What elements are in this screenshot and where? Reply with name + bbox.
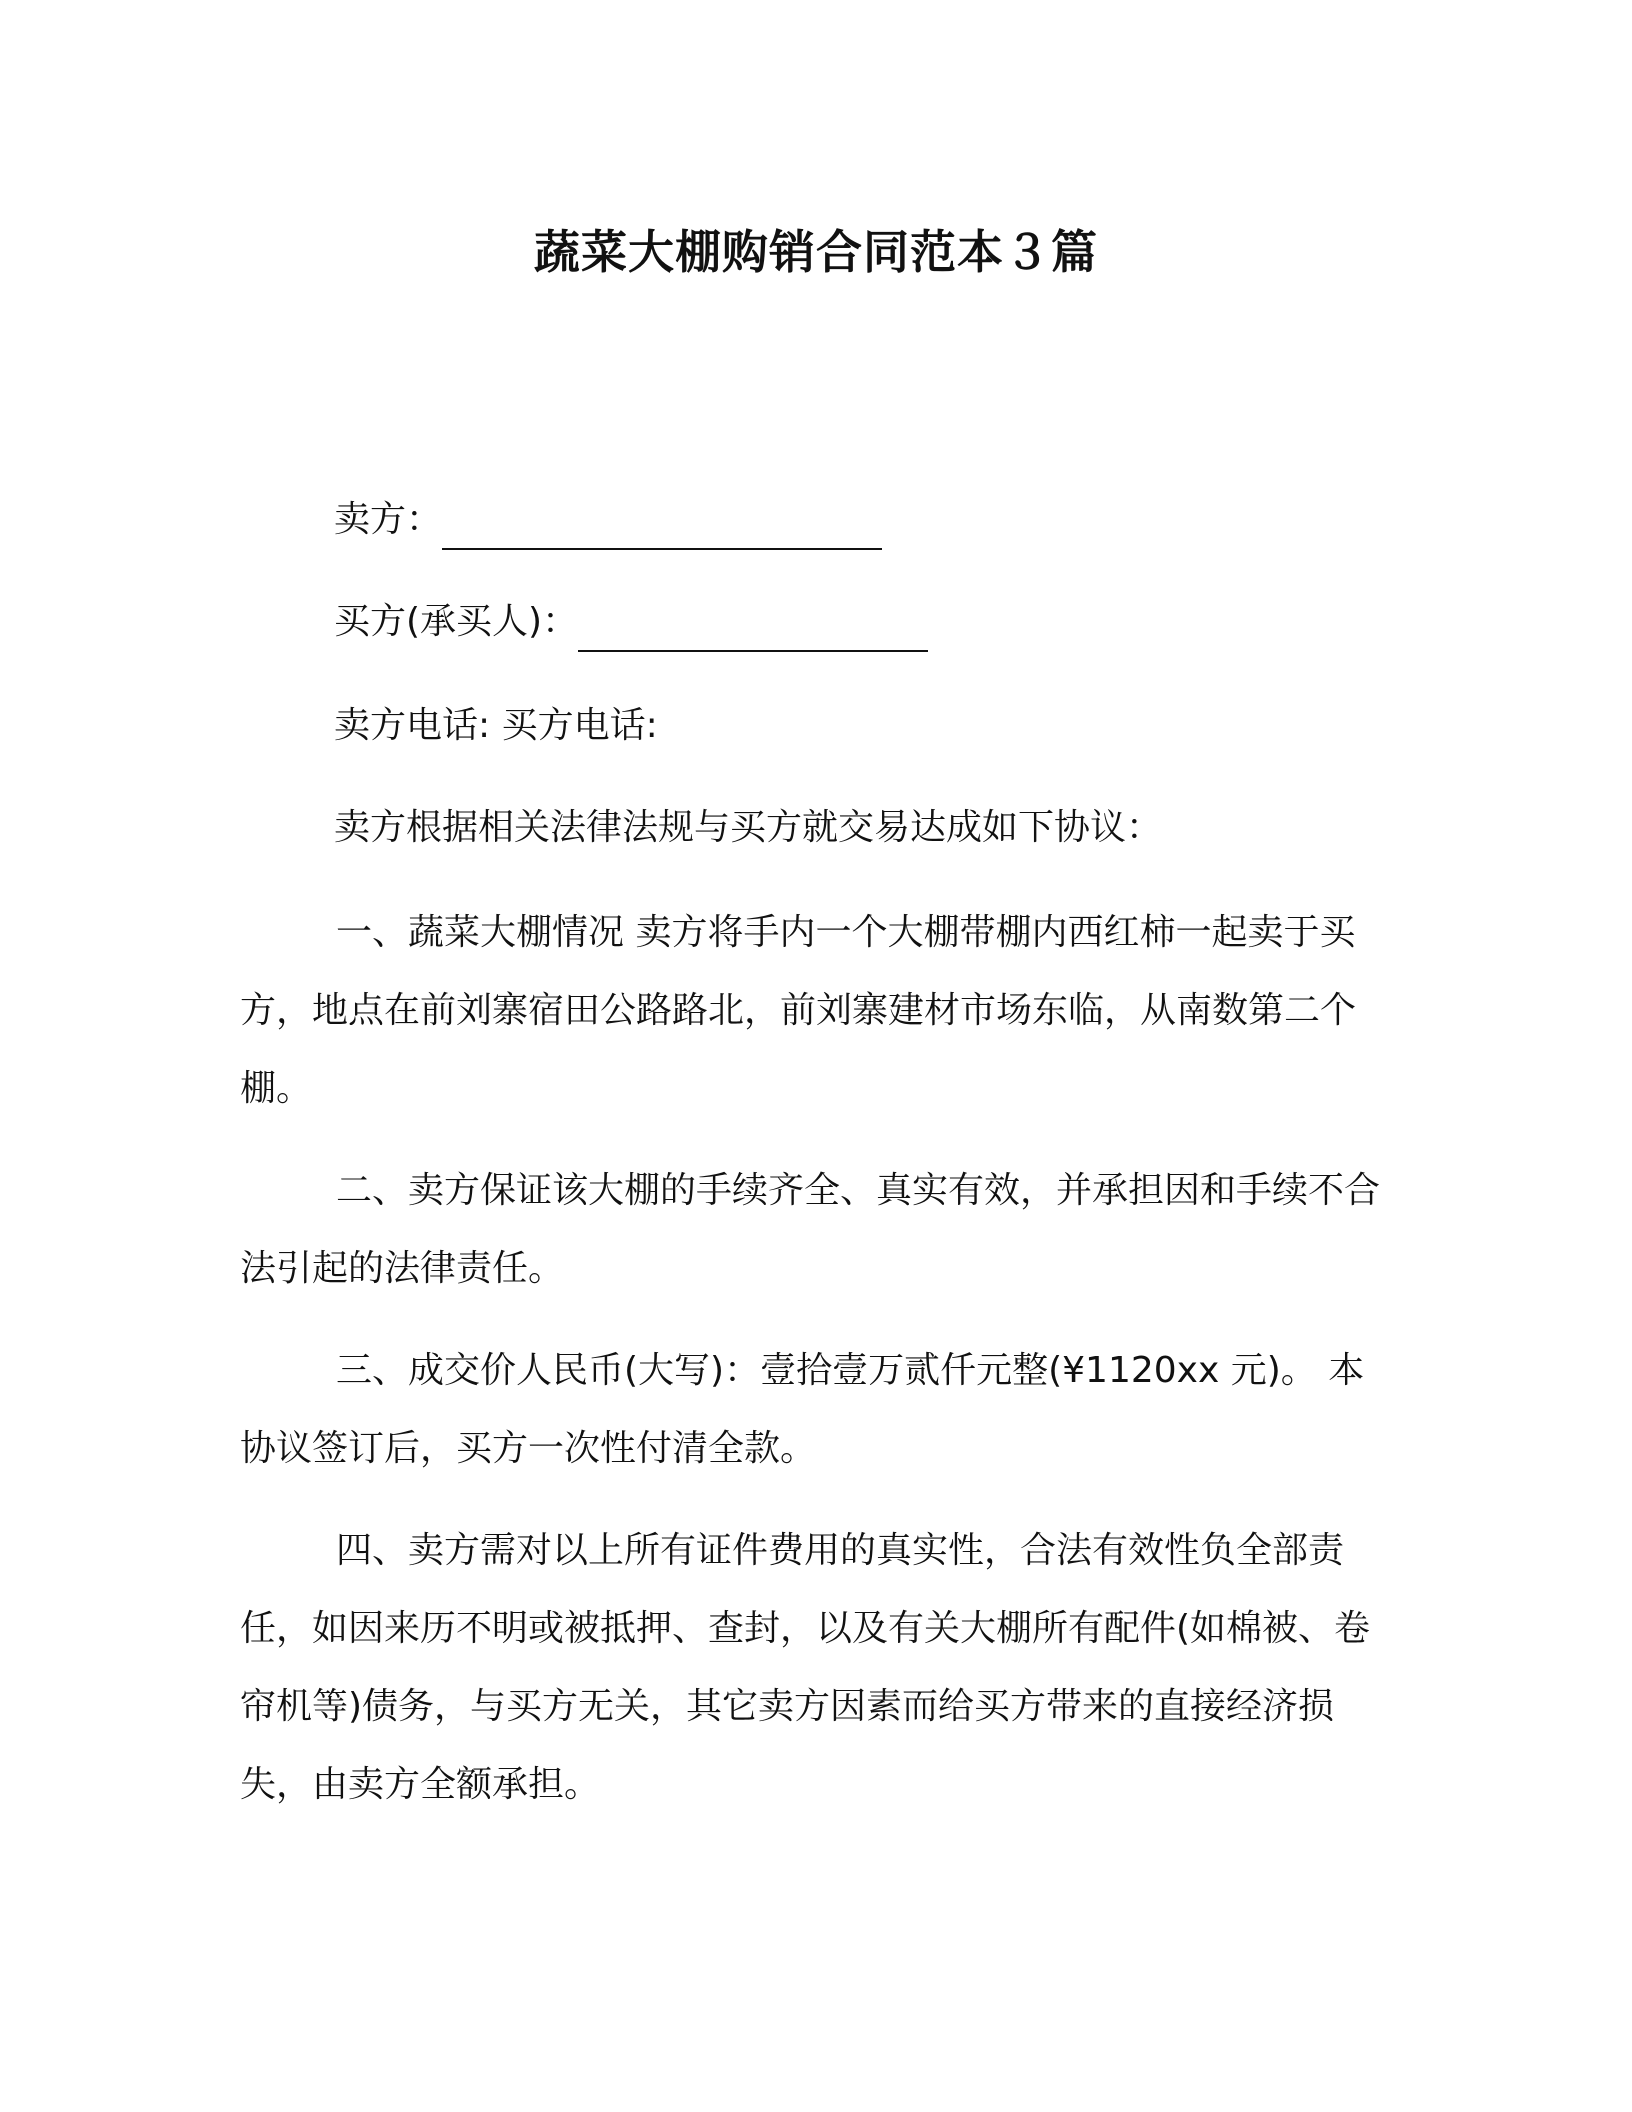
clause-2-text: 二、卖方保证该大棚的手续齐全、真实有效，并承担因和手续不合法引起的法律责任。 [240,1170,1381,1289]
seller-blank-line [442,508,882,550]
clause-4-text: 四、卖方需对以上所有证件费用的真实性，合法有效性负全部责任，如因来历不明或被抵押、查封，以及有关大棚所有配件(如棉被、卷帘机等)债务，与买方无关，其它卖方因素而给买方带来的直接经济损失，由卖方全额承担。 [240,1530,1371,1805]
seller-field [334,490,882,550]
agreement-intro: 卖方根据相关法律法规与买方就交易达成如下协议： [334,807,1163,848]
buyer-blank-line [578,610,928,652]
buyer-field [334,592,928,652]
clause-1-text: 一、蔬菜大棚情况 卖方将手内一个大棚带棚内西红柿一起卖于买方，地点在前刘寨宿田公路路北，前刘寨建材市场东临，从南数第二个棚。 [240,912,1357,1109]
phone-line: 卖方电话: 买方电话: [334,705,658,746]
clause-3-text: 三、成交价人民币(大写)：壹拾壹万贰仟元整(¥1120xx 元)。 本协议签订后，买方一次性付清全款。 [240,1350,1365,1469]
clause-2 [240,1152,1390,1308]
clause-3 [240,1332,1390,1488]
clause-4 [240,1512,1390,1824]
clause-1 [240,894,1390,1128]
seller-label: 卖方： [334,499,443,540]
document-title: 蔬菜大棚购销合同范本３篇 [534,225,1098,279]
buyer-label: 买方(承买人)： [334,601,579,642]
